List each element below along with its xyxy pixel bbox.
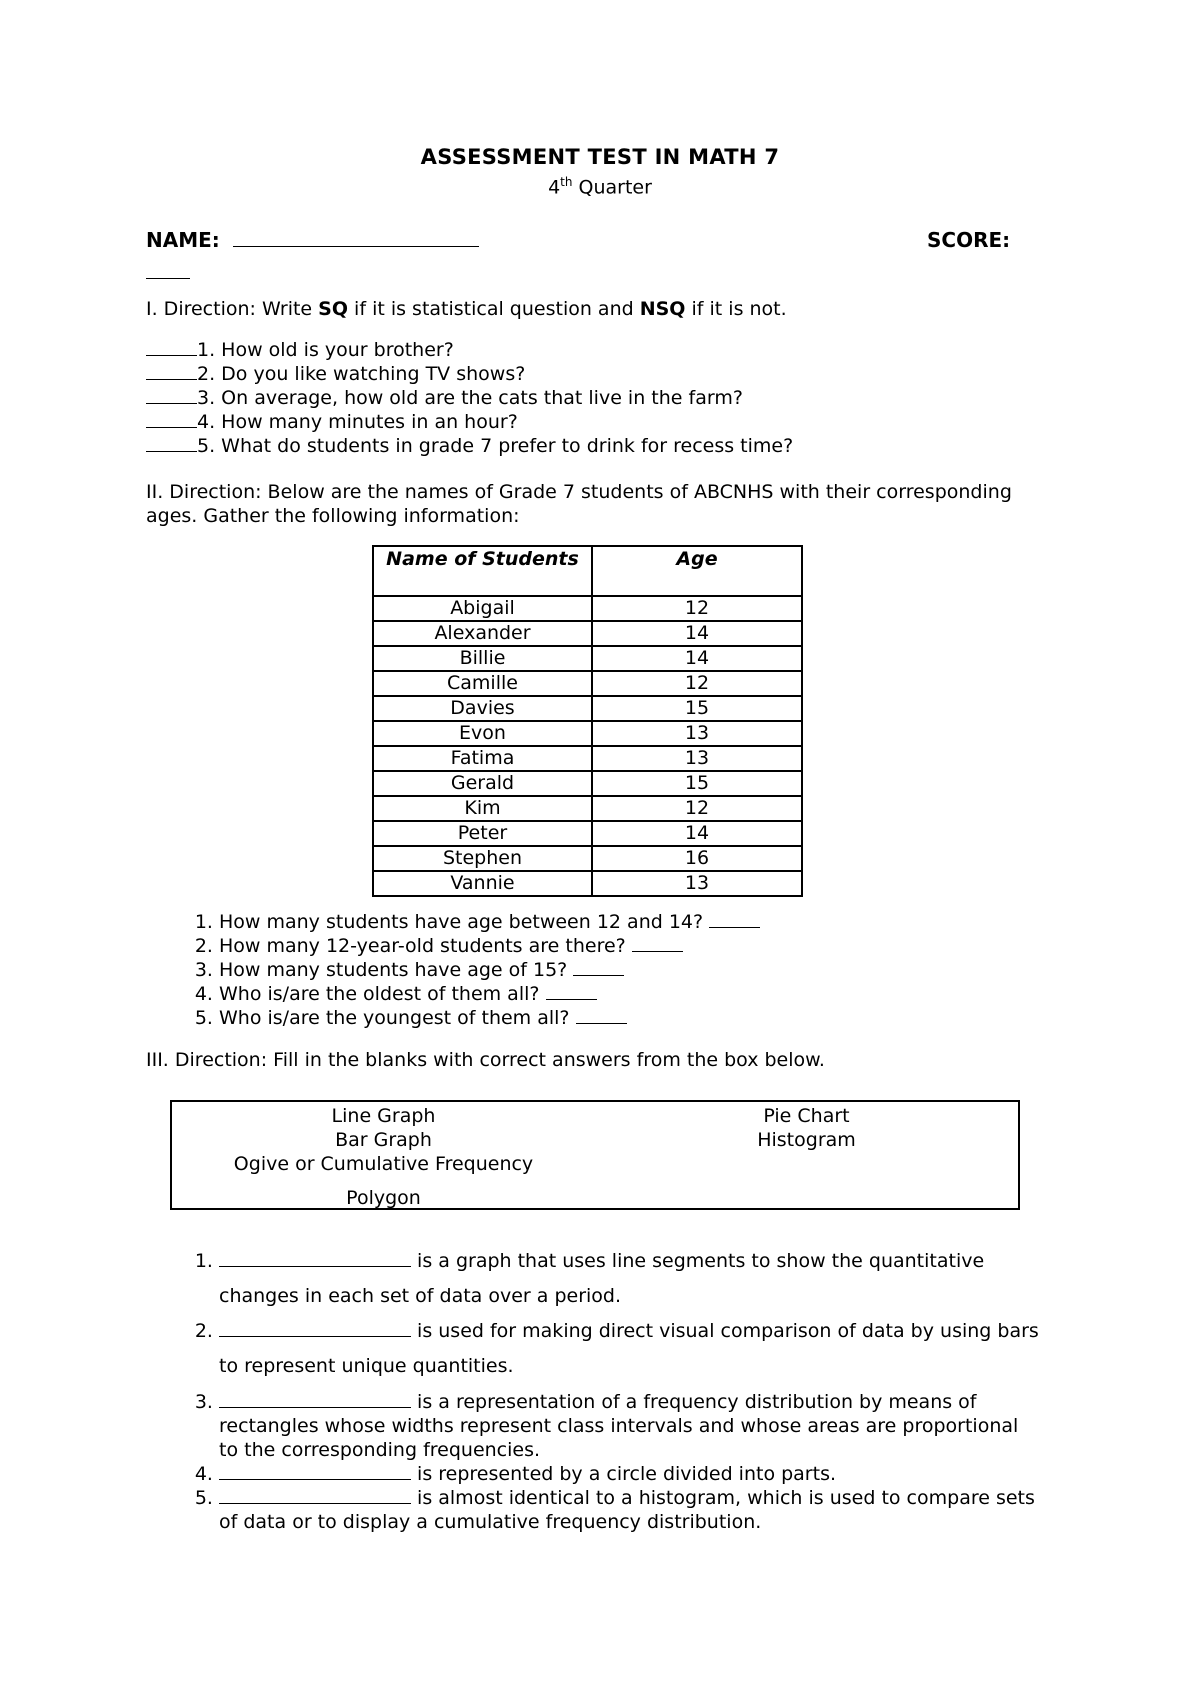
answer-blank[interactable] bbox=[573, 958, 624, 976]
student-name: Stephen bbox=[373, 846, 592, 871]
answer-blank[interactable] bbox=[219, 1319, 411, 1337]
name-field[interactable] bbox=[146, 228, 479, 252]
part3-questions bbox=[178, 1244, 1039, 1534]
question-text: Who is/are the oldest of them all? bbox=[219, 983, 540, 1005]
table-row bbox=[373, 746, 802, 771]
student-age: 15 bbox=[592, 771, 802, 796]
student-name: Evon bbox=[373, 721, 592, 746]
student-name: Abigail bbox=[373, 596, 592, 621]
question-text: How many 12-year-old students are there? bbox=[219, 935, 626, 957]
answer-blank[interactable] bbox=[219, 1249, 411, 1267]
list-item bbox=[219, 910, 760, 934]
question-text: How many students have age of 15? bbox=[219, 959, 568, 981]
question-text: 5. What do students in grade 7 prefer to drink for recess time? bbox=[197, 435, 794, 457]
question-text: is a graph that uses line segments to show the quantitative changes in each set of data over a period. bbox=[219, 1250, 985, 1307]
table-row bbox=[373, 596, 802, 621]
question-text: 1. How old is your brother? bbox=[197, 339, 454, 361]
table-row bbox=[373, 771, 802, 796]
answer-blank[interactable] bbox=[146, 434, 197, 452]
table-row bbox=[373, 671, 802, 696]
list-item bbox=[219, 1486, 1039, 1534]
student-name: Kim bbox=[373, 796, 592, 821]
student-age: 14 bbox=[592, 646, 802, 671]
name-blank[interactable] bbox=[233, 229, 479, 247]
question-text: 3. On average, how old are the cats that live in the farm? bbox=[197, 387, 743, 409]
part2-direction: II. Direction: Below are the names of Grade 7 students of ABCNHS with their corresponding ages. Gather the following information: bbox=[146, 481, 1012, 527]
list-item bbox=[219, 1314, 1039, 1384]
list-item bbox=[146, 362, 793, 386]
list-item bbox=[219, 958, 760, 982]
quarter-suffix: th bbox=[560, 175, 573, 189]
quarter-subtitle bbox=[0, 175, 1200, 198]
answer-blank[interactable] bbox=[576, 1006, 627, 1024]
table-header-row bbox=[373, 546, 802, 596]
student-name: Fatima bbox=[373, 746, 592, 771]
question-text: is represented by a circle divided into parts. bbox=[417, 1463, 837, 1485]
student-name: Camille bbox=[373, 671, 592, 696]
list-item bbox=[219, 1462, 1039, 1486]
student-age: 16 bbox=[592, 846, 802, 871]
word-bank-box bbox=[170, 1100, 1020, 1210]
table-row bbox=[373, 821, 802, 846]
score-label: SCORE: bbox=[927, 228, 1011, 252]
student-age: 15 bbox=[592, 696, 802, 721]
list-item bbox=[146, 338, 793, 362]
answer-blank[interactable] bbox=[146, 338, 197, 356]
quarter-number: 4 bbox=[548, 176, 561, 199]
list-item bbox=[146, 386, 793, 410]
student-age: 14 bbox=[592, 621, 802, 646]
answer-blank[interactable] bbox=[546, 982, 597, 1000]
list-item bbox=[146, 434, 793, 458]
column-header-name: Name of Students bbox=[373, 546, 592, 596]
student-name: Alexander bbox=[373, 621, 592, 646]
list-item bbox=[219, 1006, 760, 1030]
quarter-word: Quarter bbox=[578, 176, 652, 199]
answer-blank[interactable] bbox=[219, 1486, 411, 1504]
part1-direction bbox=[146, 297, 787, 321]
answer-blank[interactable] bbox=[146, 410, 197, 428]
answer-blank[interactable] bbox=[219, 1462, 411, 1480]
sq-term: SQ bbox=[318, 298, 349, 320]
table-row bbox=[373, 721, 802, 746]
student-age: 13 bbox=[592, 721, 802, 746]
word-option: Polygon bbox=[346, 1187, 421, 1209]
column-header-age: Age bbox=[592, 546, 802, 596]
word-option: Bar Graph bbox=[335, 1129, 432, 1151]
table-row bbox=[373, 621, 802, 646]
word-bank-right bbox=[595, 1102, 1018, 1208]
question-text: is almost identical to a histogram, which is used to compare sets of data or to display a cumulative frequency distribution. bbox=[219, 1487, 1035, 1533]
table-row bbox=[373, 796, 802, 821]
question-text: How many students have age between 12 and 14? bbox=[219, 911, 704, 933]
student-age: 13 bbox=[592, 871, 802, 896]
student-age: 13 bbox=[592, 746, 802, 771]
student-name: Peter bbox=[373, 821, 592, 846]
part1-direction-suffix: if it is not. bbox=[685, 298, 787, 320]
student-age: 14 bbox=[592, 821, 802, 846]
part1-direction-mid: if it is statistical question and bbox=[348, 298, 640, 320]
student-age: 12 bbox=[592, 796, 802, 821]
list-item bbox=[219, 1390, 1039, 1462]
question-text: 4. How many minutes in an hour? bbox=[197, 411, 518, 433]
question-text: 2. Do you like watching TV shows? bbox=[197, 363, 526, 385]
list-item bbox=[219, 1244, 1039, 1314]
table-row bbox=[373, 646, 802, 671]
word-option: Pie Chart bbox=[763, 1105, 850, 1127]
word-option: Line Graph bbox=[331, 1105, 436, 1127]
answer-blank[interactable] bbox=[219, 1390, 411, 1408]
nsq-term: NSQ bbox=[639, 298, 686, 320]
word-bank-left bbox=[172, 1102, 595, 1208]
word-option: Histogram bbox=[757, 1129, 856, 1151]
student-age: 12 bbox=[592, 596, 802, 621]
part2-questions bbox=[178, 910, 760, 1030]
answer-blank[interactable] bbox=[632, 934, 683, 952]
table-row bbox=[373, 696, 802, 721]
list-item bbox=[219, 934, 760, 958]
answer-blank[interactable] bbox=[709, 910, 760, 928]
student-ages-table bbox=[372, 545, 803, 897]
part3-direction: III. Direction: Fill in the blanks with correct answers from the box below. bbox=[146, 1049, 825, 1071]
student-name: Billie bbox=[373, 646, 592, 671]
list-item bbox=[146, 410, 793, 434]
question-text: is used for making direct visual comparison of data by using bars to represent unique quantities. bbox=[219, 1320, 1039, 1377]
student-age: 12 bbox=[592, 671, 802, 696]
name-label: NAME: bbox=[146, 228, 220, 252]
part1-questions bbox=[146, 338, 793, 458]
page-title: ASSESSMENT TEST IN MATH 7 bbox=[420, 145, 780, 169]
score-blank[interactable] bbox=[146, 278, 190, 279]
list-item bbox=[219, 982, 760, 1006]
answer-blank[interactable] bbox=[146, 362, 197, 380]
part1-direction-prefix: I. Direction: Write bbox=[146, 298, 319, 320]
student-name: Davies bbox=[373, 696, 592, 721]
student-name: Gerald bbox=[373, 771, 592, 796]
word-option: Ogive or Cumulative Frequency bbox=[233, 1153, 534, 1175]
question-text: is a representation of a frequency distribution by means of rectangles whose widths represent class intervals and whose areas are proportional to the corresponding frequencies. bbox=[219, 1391, 1019, 1461]
student-name: Vannie bbox=[373, 871, 592, 896]
table-row bbox=[373, 871, 802, 896]
answer-blank[interactable] bbox=[146, 386, 197, 404]
table-row bbox=[373, 846, 802, 871]
question-text: Who is/are the youngest of them all? bbox=[219, 1007, 570, 1029]
